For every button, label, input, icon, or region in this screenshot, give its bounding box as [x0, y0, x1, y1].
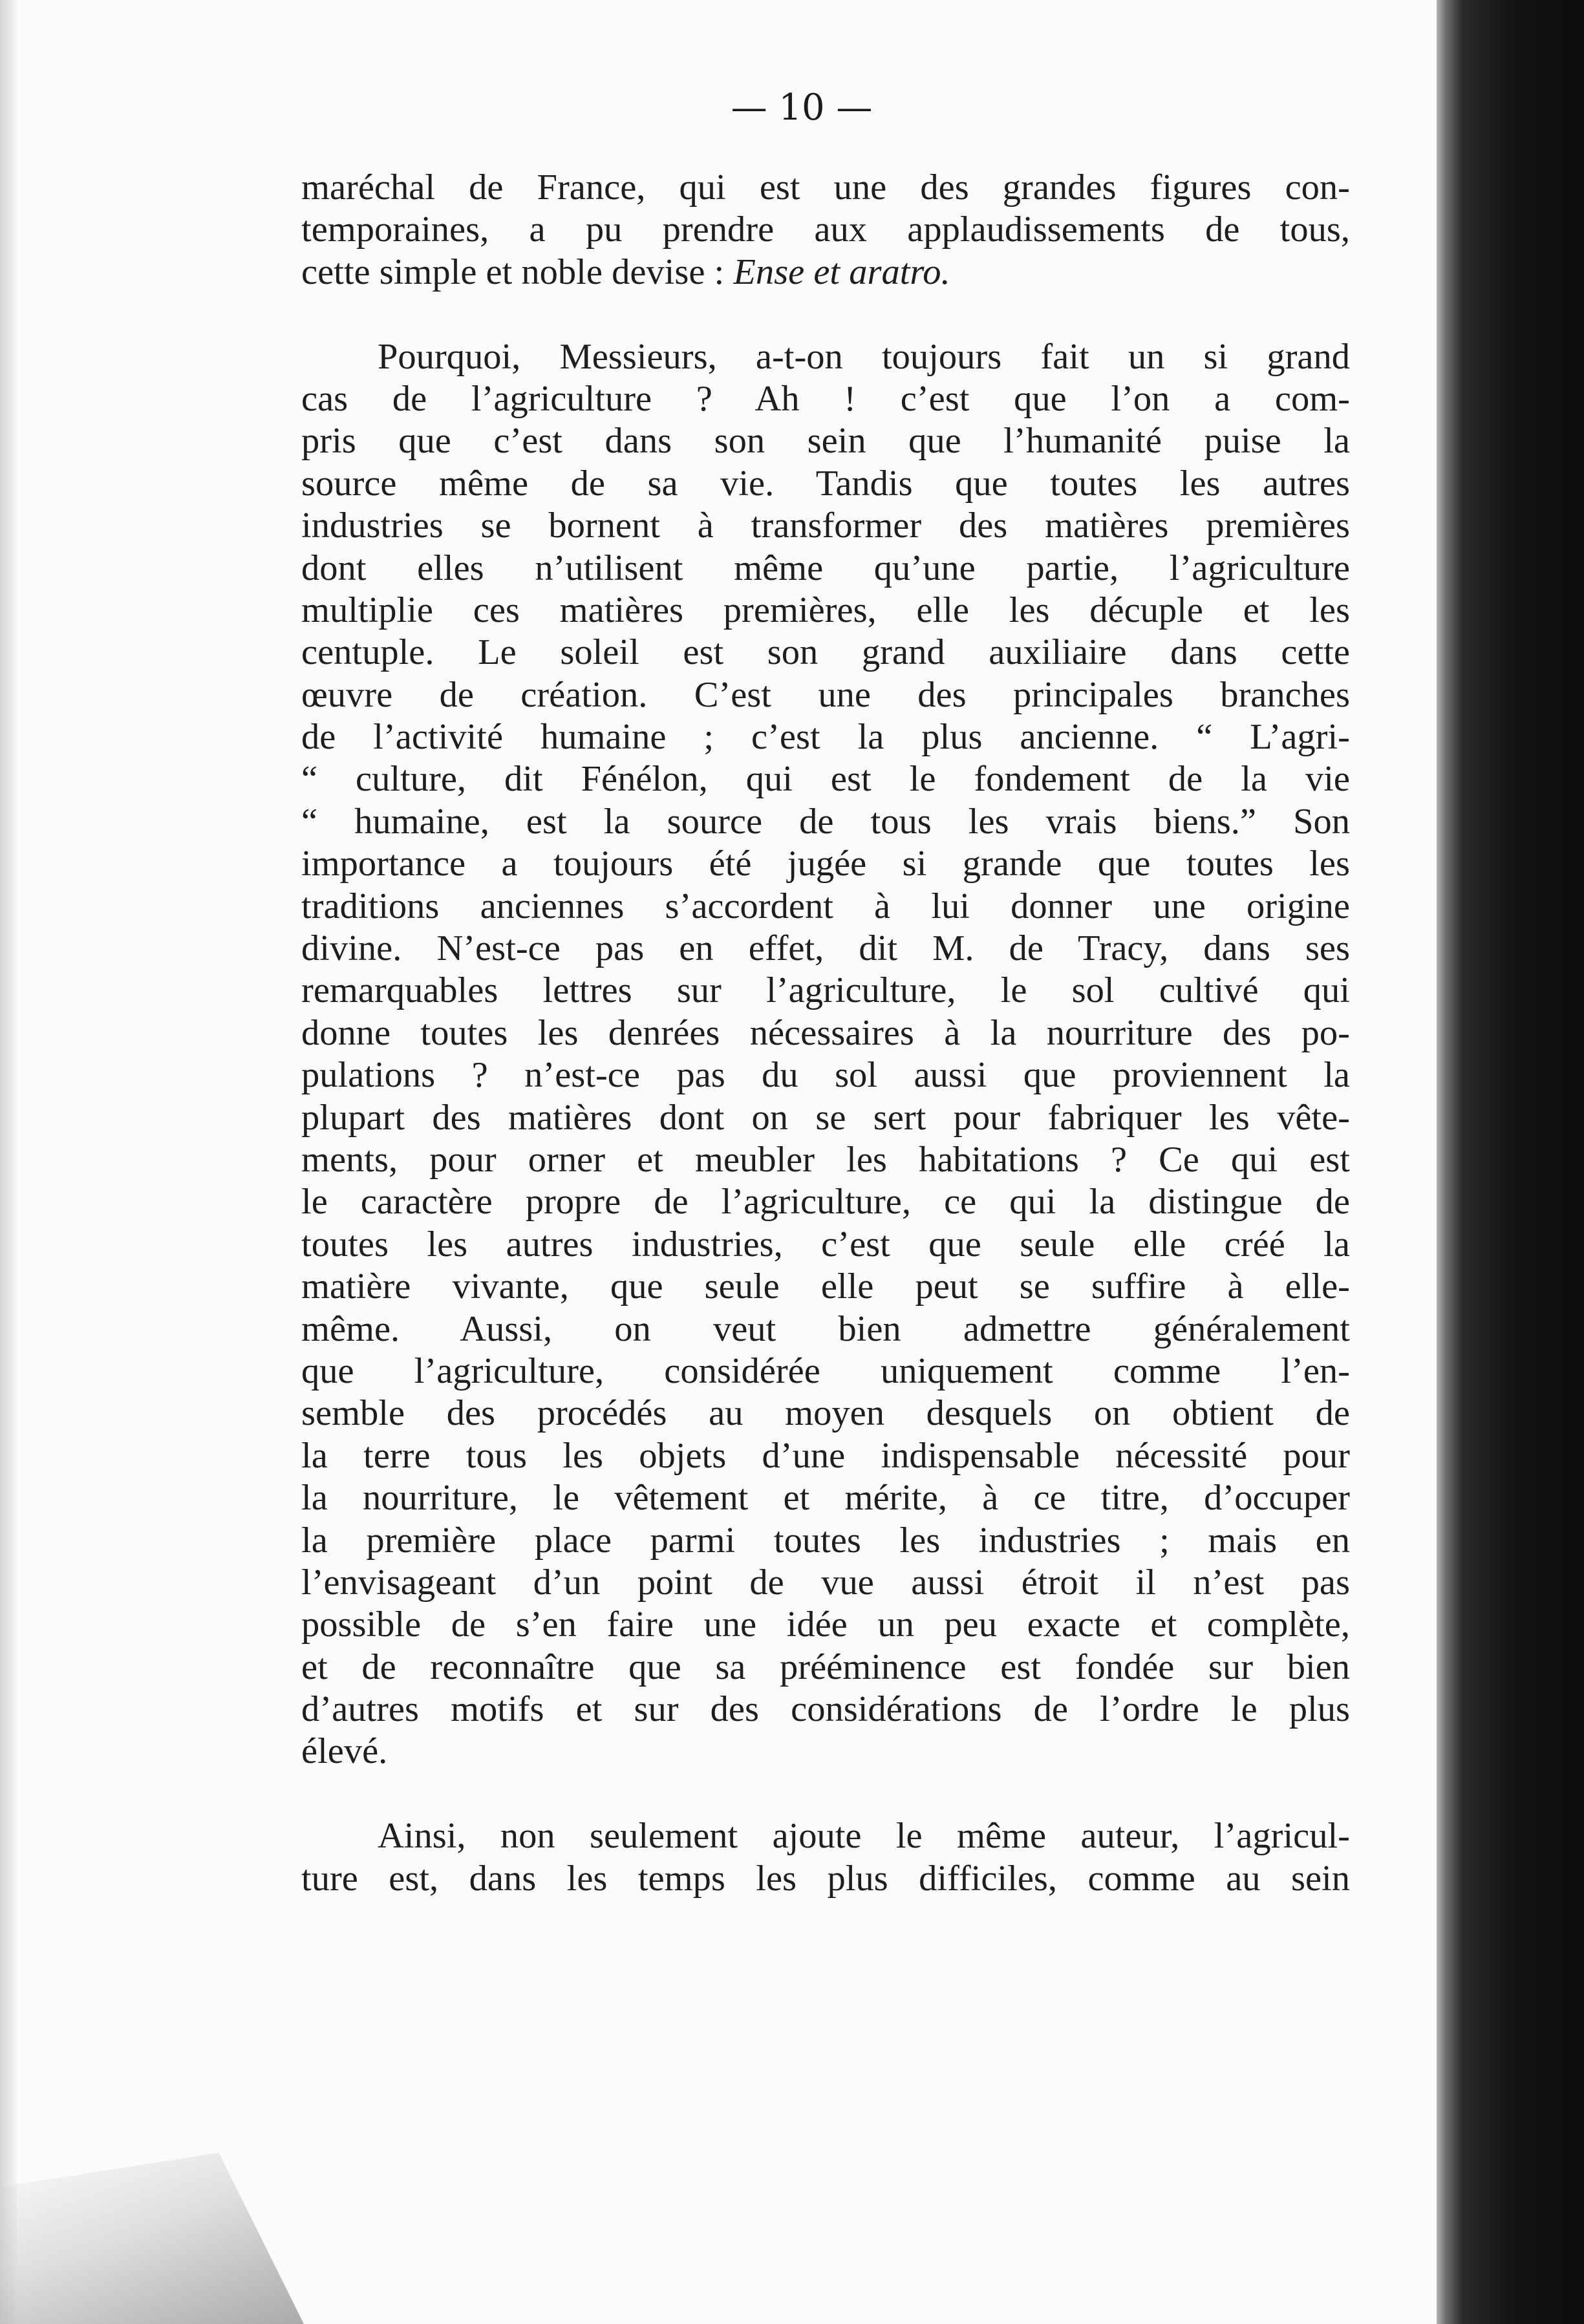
text-line: traditions anciennes s’accordent à lui donner une origine [301, 886, 1350, 926]
text-line: de l’activité humaine ; c’est la plus ancienne. “ L’agri- [301, 717, 1350, 758]
text-line: matière vivante, que seule elle peut se suffire à elle- [301, 1266, 1350, 1307]
text-line: pris que c’est dans son sein que l’humanité puise la [301, 421, 1350, 462]
text-line: ture est, dans les temps les plus difficiles, comme au sein [301, 1858, 1350, 1899]
text-line: “ culture, dit Fénélon, qui est le fondement de la vie [301, 759, 1350, 800]
text-line: remarquables lettres sur l’agriculture, le sol cultivé qui [301, 970, 1350, 1011]
page-fold-shadow [0, 2153, 304, 2324]
text-line: d’autres motifs et sur des considérations de l’ordre le plus [301, 1689, 1350, 1730]
body-text [301, 167, 1350, 1900]
text-line: Ainsi, non seulement ajoute le même auteur, l’agricul- [378, 1816, 1350, 1857]
page-number: — 10 — [731, 87, 873, 129]
text-line: dont elles n’utilisent même qu’une partie, l’agriculture [301, 548, 1350, 588]
text-line: temporaines, a pu prendre aux applaudissements de tous, [301, 209, 1350, 250]
text-fragment: cette simple et noble devise : [301, 251, 734, 292]
paragraph-gap [301, 1773, 1350, 1815]
text-line: la terre tous les objets d’une indispensable nécessité pour [301, 1435, 1350, 1476]
text-line: pulations ? n’est-ce pas du sol aussi que proviennent la [301, 1055, 1350, 1096]
text-line: toutes les autres industries, c’est que seule elle créé la [301, 1224, 1350, 1264]
text-line: possible de s’en faire une idée un peu exacte et complète, [301, 1604, 1350, 1645]
page-gutter-shadow [0, 0, 17, 2324]
text-line: la nourriture, le vêtement et mérite, à ce titre, d’occuper [301, 1478, 1350, 1519]
motto-text: Ense et aratro. [733, 251, 950, 292]
text-line: importance a toujours été jugée si grande que toutes les [301, 844, 1350, 884]
text-line: plupart des matières dont on se sert pour fabriquer les vête- [301, 1097, 1350, 1138]
text-line: semble des procédés au moyen desquels on obtient de [301, 1393, 1350, 1434]
text-line: industries se bornent à transformer des matières premières [301, 506, 1350, 546]
text-line [301, 251, 1350, 293]
text-line: Pourquoi, Messieurs, a-t-on toujours fait un si grand [378, 336, 1350, 377]
text-line: cas de l’agriculture ? Ah ! c’est que l’on a com- [301, 378, 1350, 419]
text-line: élevé. [301, 1731, 388, 1772]
book-binding-edge [1437, 0, 1584, 2324]
text-line: ments, pour orner et meubler les habitations ? Ce qui est [301, 1139, 1350, 1180]
text-line: le caractère propre de l’agriculture, ce qui la distingue de [301, 1182, 1350, 1222]
text-line: œuvre de création. C’est une des principales branches [301, 674, 1350, 715]
text-line: et de reconnaître que sa prééminence est fondée sur bien [301, 1647, 1350, 1687]
text-line: donne toutes les denrées nécessaires à la nourriture des po- [301, 1012, 1350, 1053]
text-line: la première place parmi toutes les industries ; mais en [301, 1520, 1350, 1561]
text-line: maréchal de France, qui est une des grandes figures con- [301, 167, 1350, 208]
text-line: centuple. Le soleil est son grand auxiliaire dans cette [301, 632, 1350, 673]
text-line: “ humaine, est la source de tous les vrais biens.” Son [301, 801, 1350, 842]
text-line: multiplie ces matières premières, elle les décuple et les [301, 590, 1350, 630]
text-line: que l’agriculture, considérée uniquement comme l’en- [301, 1350, 1350, 1391]
text-line: même. Aussi, on veut bien admettre généralement [301, 1308, 1350, 1349]
paragraph-gap [301, 293, 1350, 336]
text-line: source même de sa vie. Tandis que toutes les autres [301, 463, 1350, 504]
text-line: l’envisageant d’un point de vue aussi étroit il n’est pas [301, 1562, 1350, 1603]
text-line: divine. N’est-ce pas en effet, dit M. de Tracy, dans ses [301, 928, 1350, 969]
